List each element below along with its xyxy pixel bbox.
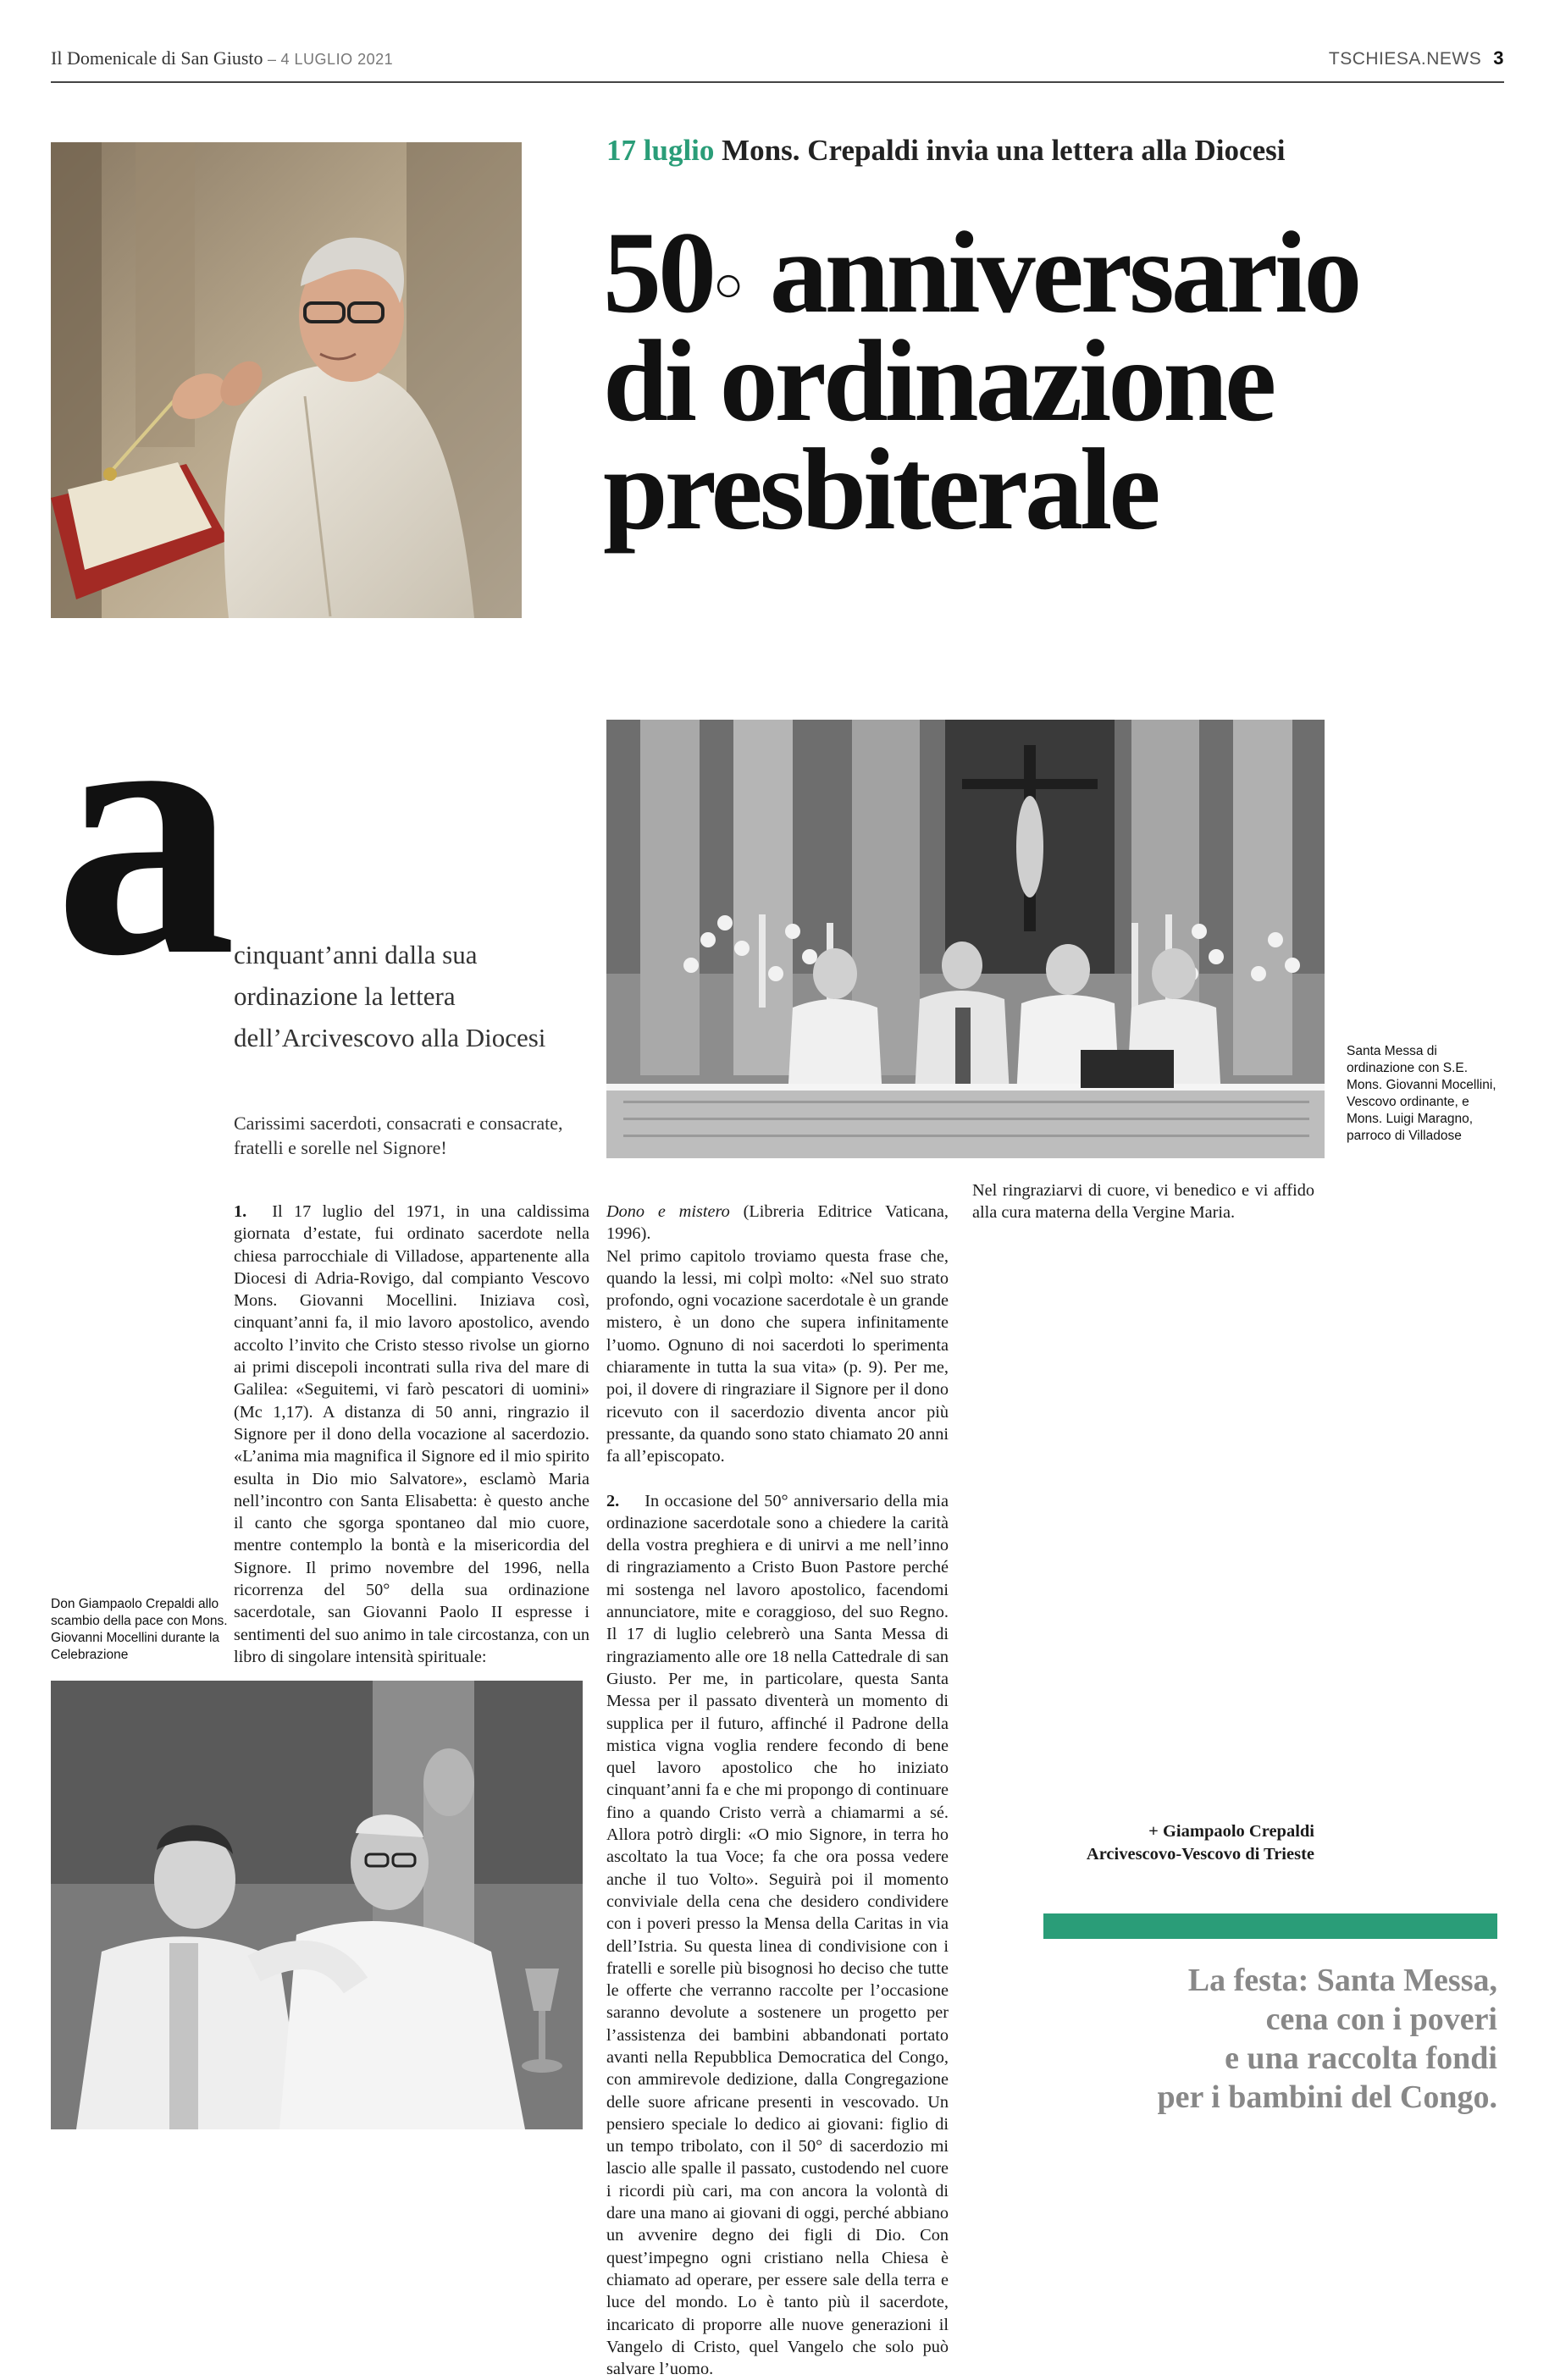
pull-line-2: cena con i poveri <box>1265 2002 1497 2037</box>
title-line-1 <box>603 207 1518 337</box>
pull-line-1: La festa: Santa Messa, <box>1187 1963 1497 1998</box>
photo-altar-1971 <box>606 720 1325 1158</box>
publication-name: Il Domenicale di San Giusto <box>51 47 263 69</box>
paragraph-number-2: 2. <box>606 1491 620 1510</box>
article-column-2 <box>606 1201 949 2380</box>
paragraph-1-part-2: Nel primo capitolo troviamo questa frase che, quando la lessi, mi colpì molto: «Nel suo strato profondo, ogni vocazione sacerdotale è un grande mistero, è un dono che supera infinitamente l’uomo. Ognuno di noi sacerdoti lo sperimenta chiaramente in tutta la sua vita» (p. 9). Per me, poi, il dovere di ringraziare il Signore per il dono ricevuto con il sacerdozio diventa ancor più pressante, da quando sono stato chiamato 20 anni fa all’episcopato. <box>606 1246 949 1466</box>
kicker-text: Mons. Crepaldi invia una lettera alla Diocesi <box>722 134 1286 167</box>
paragraph-2: In occasione del 50° anniversario della mia ordinazione sacerdotale sono a chiedere la carità della vostra preghiera e di unirvi a me nell’inno di ringraziamento a Cristo Buon Pastore perché mi sostenga nel lavoro apostolico, facendomi annunciatore, mite e coraggioso, del suo Regno. Il 17 di luglio celebrerò una Santa Messa di ringraziamento alle ore 18 nella Cattedrale di san Giusto. Per me, in particolare, questa Santa Messa per il passato diventerà un momento di supplica per il futuro, affinché il Padrone della mistica vigna voglia rendere fecondo di bene quel lavoro apostolico che ho iniziato cinquant’anni fa e che mi propongo di continuare fino a quando Cristo verrà a chiamarmi a sé. Allora potrò dirgli: «O mio Signore, in terra ho ascoltato la tua Voce; fa che ora possa vedere anche il tuo Volto». Seguirà poi il momento conviviale della cena che desidero condividere con i poveri presso la Mensa della Caritas in via dell’Istria. Su questa linea di condivisione con i fratelli e sorelle più bisognosi ho deciso che tutte le offerte che verranno raccolte per l’occasione saranno devolute a sostenere un progetto per l’assistenza dei bambini abbandonati portato avanti nella Repubblica Democratica del Congo, con ammirevole dedizione, dalla Congregazione delle suore africane presenti in vescovado. Un pensiero speciale lo dedico ai giovani: figlio di un tempo tribolato, con il 50° di sacerdozio mi lascio alle spalle il passato, custodendo nel cuore i ricordi più cari, ma con ancora la volontà di dare una mano ai giovani di oggi, perché abbiano un avvenire degno dei figli di Dio. Con quest’impegno ogni cristiano nella Chiesa è chiamato ad operare, per essere sale della terra e luce del mondo. Lo è tanto più il sacerdote, incaricato di proporre alle nuove generazioni il Vangelo di Cristo, quel Vangelo che solo può salvare l’uomo. <box>606 1491 949 2379</box>
article-column-3 <box>972 1179 1314 1224</box>
title-degree-sign: ○ <box>713 257 744 312</box>
letter-salutation: Carissimi sacerdoti, consacrati e consacrate, fratelli e sorelle nel Signore! <box>234 1113 563 1158</box>
article-kicker <box>606 134 1285 168</box>
page-number: 3 <box>1493 47 1504 69</box>
title-number: 50 <box>603 207 713 337</box>
page-header <box>51 44 1504 83</box>
site-link[interactable]: TSCHIESA.NEWS <box>1328 49 1482 69</box>
photo-sign-of-peace <box>51 1681 583 2129</box>
pull-quote-box <box>1043 1961 1497 2117</box>
paragraph-number-1: 1. <box>234 1202 247 1221</box>
book-title: Dono e mistero <box>606 1202 730 1221</box>
drop-cap: a <box>54 628 231 1031</box>
site-line <box>1329 47 1504 69</box>
caption-peace-photo: Don Giampaolo Crepaldi allo scambio della pace con Mons. Giovanni Mocellini durante la Celebrazione <box>51 1597 228 1662</box>
article-column-1 <box>234 1201 589 1668</box>
title-word: anniversario <box>769 207 1359 337</box>
signature <box>972 1820 1314 1866</box>
article-title <box>603 207 1518 554</box>
title-line-3: presbiterale <box>603 424 1158 554</box>
pull-line-4: per i bambini del Congo. <box>1157 2079 1497 2115</box>
paragraph-3: Nel ringraziarvi di cuore, vi benedico e vi affido alla cura materna della Vergine Maria. <box>972 1181 1314 1223</box>
publication-line <box>51 47 393 69</box>
signature-title: Arcivescovo-Vescovo di Trieste <box>1086 1845 1314 1864</box>
standfirst: cinquant’anni dalla sua ordinazione la lettera dell’Arcivescovo alla Diocesi <box>234 940 546 1052</box>
signature-name: + Giampaolo Crepaldi <box>1148 1822 1314 1841</box>
title-line-2: di ordinazione <box>603 316 1274 445</box>
book-reference: (Libreria Editrice Vaticana, 1996). <box>606 1202 949 1244</box>
header-separator: – <box>268 51 277 68</box>
accent-bar <box>1043 1913 1497 1939</box>
issue-date: 4 LUGLIO 2021 <box>280 51 394 68</box>
kicker-date: 17 luglio <box>606 134 715 167</box>
photo-bishop-portrait <box>51 142 522 618</box>
caption-altar-photo: Santa Messa di ordinazione con S.E. Mons. Giovanni Mocellini, Vescovo ordinante, e Mons. Luigi Maragno, parroco di Villadose <box>1347 1044 1496 1143</box>
pull-line-3: e una raccolta fondi <box>1225 2040 1497 2076</box>
paragraph-1-part-1: Il 17 luglio del 1971, in una caldissima giornata d’estate, fui ordinato sacerdote nella chiesa parrocchiale di Villadose, appartenente alla Diocesi di Adria-Rovigo, dal compianto Vescovo Mons. Giovanni Mocellini. Iniziava così, cinquant’anni fa, il mio lavoro apostolico, avendo accolto l’invito che Cristo stesso rivolse un giorno ai primi discepoli incontrati sulla riva del mare di Galilea: «Seguitemi, vi farò pescatori di uomini» (Mc 1,17). A distanza di 50 anni, ringrazio il Signore per il dono della vocazione al sacerdozio. «L’anima mia magnifica il Signore ed il mio spirito esulta in Dio mio Salvatore», esclamò Maria nell’incontro con Santa Elisabetta: è questo anche il canto che sgorga spontaneo dal mio cuore, mentre contemplo la bontà e la misericordia del Signore. Il primo novembre del 1996, nella ricorrenza del 50° della sua ordinazione sacerdotale, san Giovanni Paolo II espresse i sentimenti del suo animo in tale circostanza, con un libro di singolare intensità spirituale: <box>234 1202 589 1666</box>
